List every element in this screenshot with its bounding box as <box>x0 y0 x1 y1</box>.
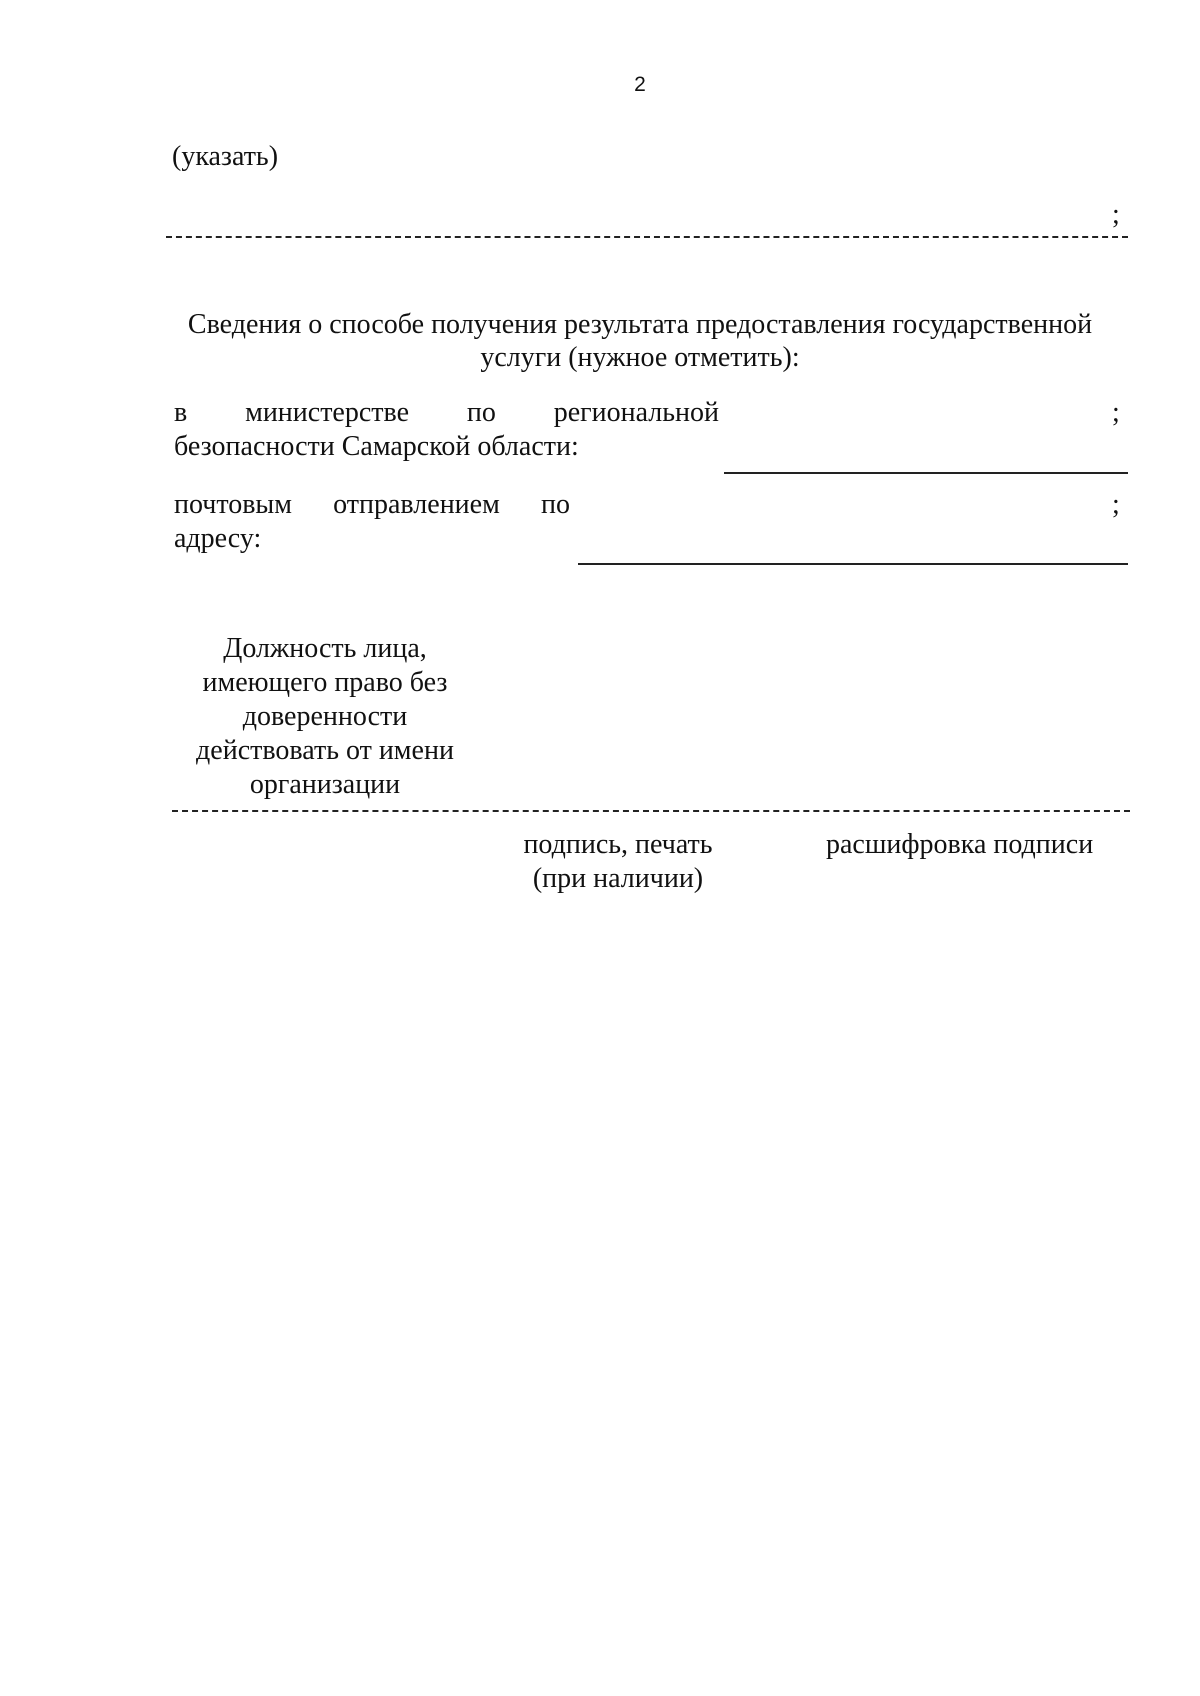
option-ministry-word: по <box>466 397 496 428</box>
position-line: доверенности <box>242 701 408 732</box>
option-ministry-word: региональной <box>553 397 719 428</box>
post-fill-line <box>578 563 1128 565</box>
specify-label: (указать) <box>172 141 279 172</box>
specify-fill-line <box>166 236 1128 238</box>
section-heading-line-1: Сведения о способе получения результата предоставления государственной <box>187 309 1093 340</box>
option-ministry-line-2: безопасности Самарской области: <box>174 431 579 462</box>
semicolon-2: ; <box>1112 397 1120 428</box>
option-ministry-line-1 <box>174 396 719 430</box>
signature-caption <box>508 828 728 896</box>
option-post-word: почтовым <box>174 489 292 520</box>
option-ministry-word: в <box>174 397 188 428</box>
position-line: Должность лица, <box>223 633 427 664</box>
position-block <box>172 632 478 802</box>
page-number: 2 <box>634 73 646 96</box>
position-line: организации <box>249 769 401 800</box>
ministry-fill-line <box>724 472 1128 474</box>
section-heading <box>160 308 1120 374</box>
semicolon-1: ; <box>1112 199 1120 230</box>
semicolon-3: ; <box>1112 489 1120 520</box>
option-post-line-1 <box>174 488 570 522</box>
section-heading-line-2: услуги (нужное отметить): <box>480 342 800 373</box>
position-line: действовать от имени <box>196 735 454 766</box>
option-post-line-2: адресу: <box>174 523 262 554</box>
decryption-caption: расшифровка подписи <box>826 829 1094 860</box>
signature-caption-line-2: (при наличии) <box>532 863 704 894</box>
option-post-word: отправлением <box>333 489 500 520</box>
signature-line <box>172 810 1130 812</box>
option-ministry-word: министерстве <box>245 397 410 428</box>
position-line: имеющего право без <box>202 667 448 698</box>
signature-caption-line-1: подпись, печать <box>523 829 713 860</box>
option-post-word: по <box>541 489 570 520</box>
